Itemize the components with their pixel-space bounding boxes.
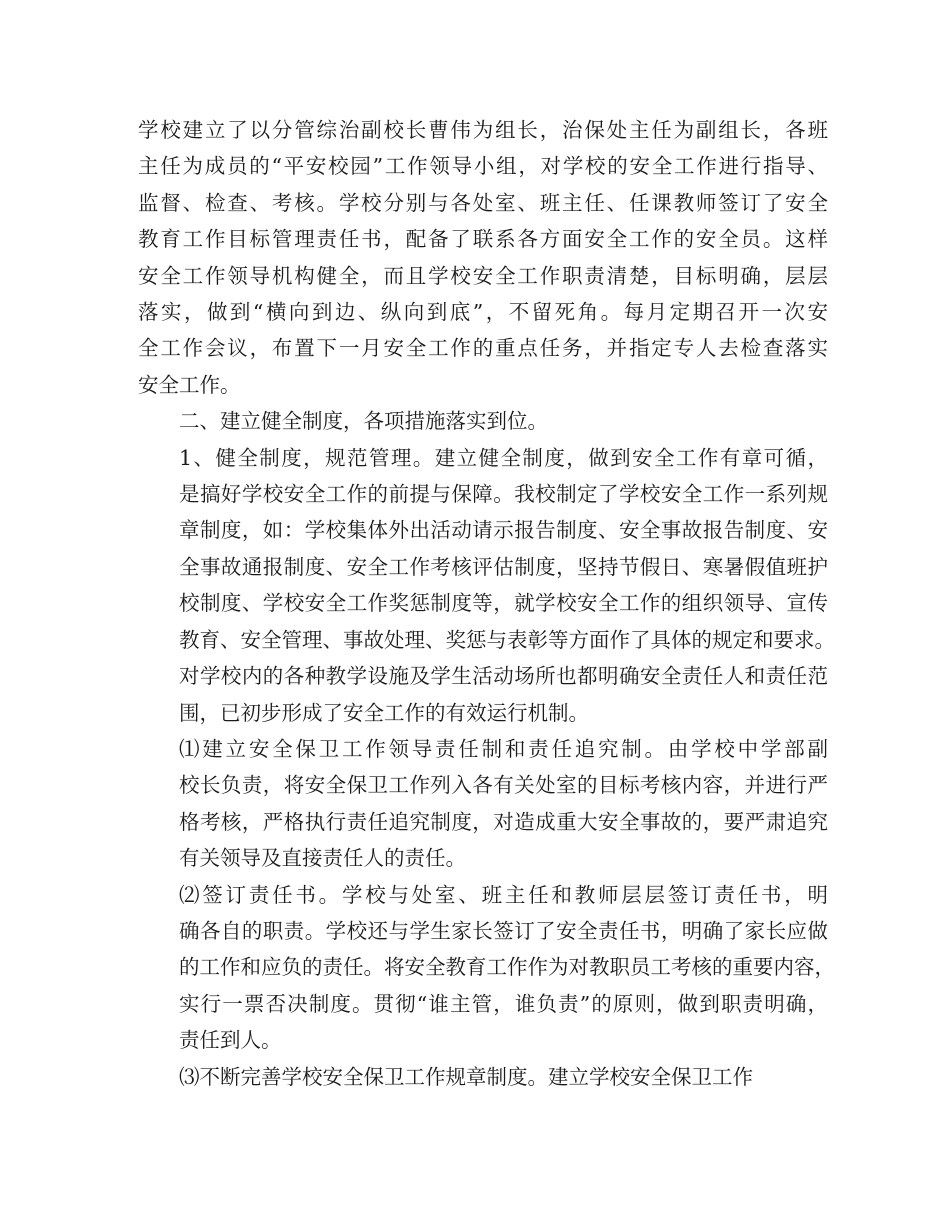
- paragraph: [138, 440, 835, 731]
- text-line: 有关领导及直接责任人的责任。: [179, 846, 466, 871]
- text-line: 是搞好学校安全工作的前提与保障。我校制定了学校安全工作一系列规: [179, 482, 828, 507]
- text-line: 1、健全制度，规范管理。建立健全制度，做到安全工作有章可循，: [179, 445, 828, 470]
- paragraph: [138, 112, 828, 403]
- paragraph: [138, 731, 828, 877]
- text-line: 安全工作领导机构健全，而且学校安全工作职责清楚，目标明确，层层: [138, 263, 828, 288]
- paragraph: [138, 1059, 828, 1095]
- text-line: 教育、安全管理、事故处理、奖惩与表彰等方面作了具体的规定和要求。: [179, 627, 835, 652]
- text-line: 实行一票否决制度。贯彻“谁主管，谁负责”的原则，做到职责明确，: [179, 991, 828, 1016]
- document-body: [138, 112, 835, 1095]
- text-line: 落实，做到“横向到边、纵向到底”，不留死角。每月定期召开一次安: [138, 300, 828, 325]
- text-line: 章制度，如：学校集体外出活动请示报告制度、安全事故报告制度、安: [179, 518, 828, 543]
- text-line: 教育工作目标管理责任书，配备了联系各方面安全工作的安全员。这样: [138, 227, 828, 252]
- text-line: 责任到人。: [179, 1028, 282, 1053]
- text-line: 确各自的职责。学校还与学生家长签订了安全责任书，明确了家长应做: [179, 918, 828, 943]
- text-line: 安全工作。: [138, 372, 241, 397]
- text-line: 校制度、学校安全工作奖惩制度等，就学校安全工作的组织领导、宣传: [179, 591, 828, 616]
- paragraph: [138, 403, 828, 439]
- text-line: 对学校内的各种教学设施及学生活动场所也都明确安全责任人和责任范: [179, 664, 828, 689]
- paragraph: [138, 877, 835, 1059]
- text-line: 全工作会议，布置下一月安全工作的重点任务，并指定专人去检查落实: [138, 336, 828, 361]
- text-line: ⑴建立安全保卫工作领导责任制和责任追究制。由学校中学部副: [179, 736, 828, 761]
- text-line: 的工作和应负的责任。将安全教育工作作为对教职员工考核的重要内容，: [179, 955, 835, 980]
- text-line: 主任为成员的“平安校园”工作领导小组，对学校的安全工作进行指导、: [138, 154, 828, 179]
- text-line: 监督、检查、考核。学校分别与各处室、班主任、任课教师签订了安全: [138, 190, 828, 215]
- text-line: ⑵签订责任书。学校与处室、班主任和教师层层签订责任书，明: [179, 882, 828, 907]
- text-line: 全事故通报制度、安全工作考核评估制度，坚持节假日、寒暑假值班护: [179, 554, 828, 579]
- text-line: 格考核，严格执行责任追究制度，对造成重大安全事故的，要严肃追究: [179, 809, 828, 834]
- text-line: 围，已初步形成了安全工作的有效运行机制。: [179, 700, 589, 725]
- text-line: 二、建立健全制度，各项措施落实到位。: [179, 409, 548, 434]
- text-line: 学校建立了以分管综治副校长曹伟为组长，治保处主任为副组长，各班: [138, 118, 828, 142]
- text-line: ⑶不断完善学校安全保卫工作规章制度。建立学校安全保卫工作: [179, 1064, 753, 1089]
- text-line: 校长负责，将安全保卫工作列入各有关处室的目标考核内容，并进行严: [179, 773, 828, 798]
